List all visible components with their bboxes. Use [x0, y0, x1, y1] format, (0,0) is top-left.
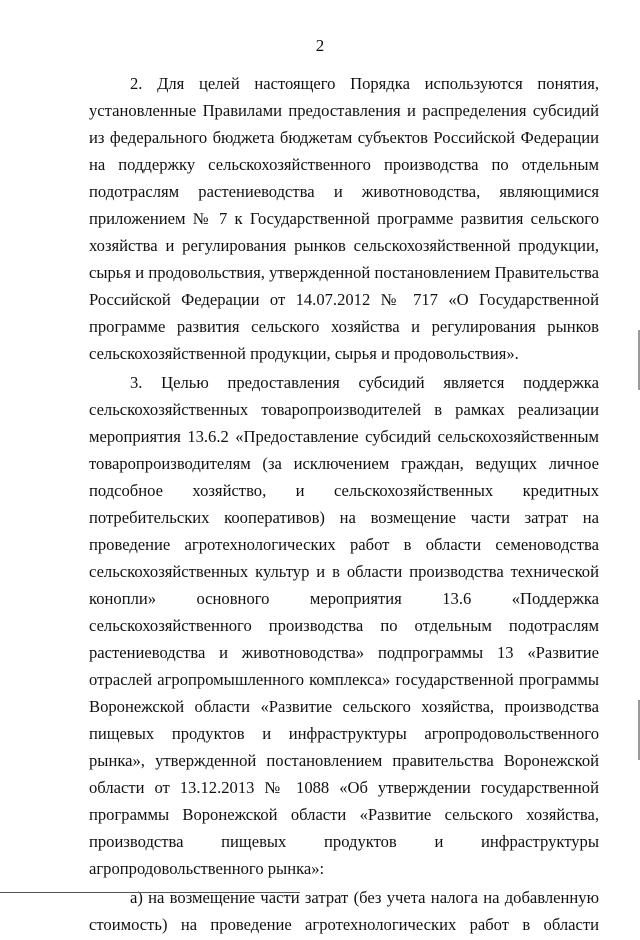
page-number: 2: [315, 36, 325, 55]
paragraph-3: 3. Целью предоставления субсидий является поддержка сельскохозяйственных товаропроизводителей в рамках реализации мероприятия 13.6.2 «Предоставление субсидий сельскохозяйственным товаропроизводителям (за исключением граждан, ведущих личное подсобное хозяйство, и сельскохозяйственных кредитных потребительских кооперативов) на возмещение части затрат на проведение агротехнологических работ в области семеноводства сельскохозяйственных культур и в области производства технической конопли» основного мероприятия 13.6 «Поддержка сельскохозяйственного производства по отдельным подотраслям растениеводства и животноводства» подпрограммы 13 «Развитие отраслей агропромышленного комплекса» государственной программы Воронежской области «Развитие сельского хозяйства, производства пищевых продуктов и инфраструктуры агропродовольственного рынка», утвержденной постановлением правительства Воронежской области от 13.12.2013 № 1088 «Об утверждении государственной программы Воронежской области «Развитие сельского хозяйства, производства пищевых продуктов и инфраструктуры агропродовольственного рынка»:: [89, 373, 599, 878]
paragraph-3a: а) на возмещение части затрат (без учета налога на добавленную стоимость) на проведение агротехнологических работ в области: [89, 888, 599, 934]
paragraph-2: 2. Для целей настоящего Порядка используются понятия, установленные Правилами предоставления и распределения субсидий из федерального бюджета бюджетам субъектов Российской Федерации на поддержку сельскохозяйственного производства по отдельным подотраслям растениеводства и животноводства, являющимися приложением № 7 к Государственной программе развития сельского хозяйства и регулирования рынков сельскохозяйственной продукции, сырья и продовольствия, утвержденной постановлением Правительства Российской Федерации от 14.07.2012 № 717 «О Государственной программе развития сельского хозяйства и регулирования рынков сельскохозяйственной продукции, сырья и продовольствия».: [89, 74, 599, 363]
document-body: [89, 70, 599, 940]
footer-rule: [0, 892, 300, 893]
